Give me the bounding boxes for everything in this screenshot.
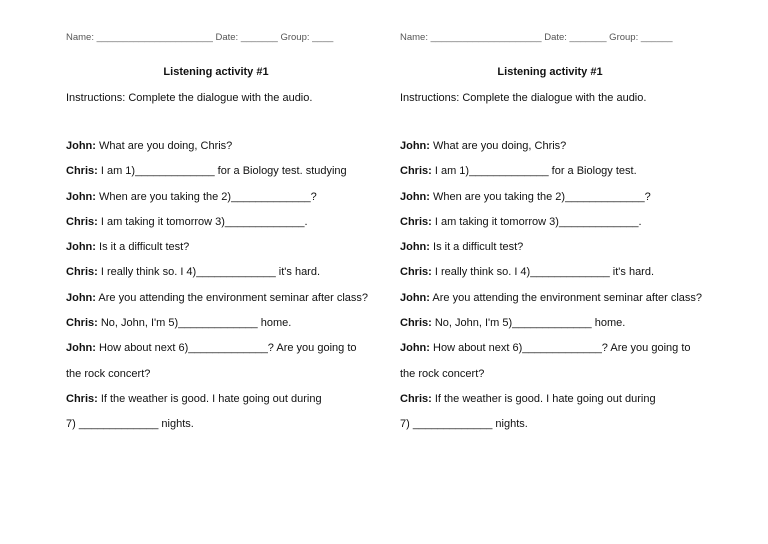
dialogue-line — [66, 191, 368, 216]
speaker: Chris: — [400, 215, 432, 228]
dialogue-line — [400, 191, 702, 216]
line-text: I am 1)_____________ for a Biology test. — [431, 165, 637, 178]
line-text: I really think so. I 4)_____________ it's hard. — [431, 266, 655, 279]
line-text: How about next 6)_____________? Are you going to — [429, 342, 691, 355]
line-text: I am taking it tomorrow 3)_____________. — [97, 215, 308, 228]
name-date-group-header: Name: ______________________ Date: _______ Group: ____ — [66, 32, 334, 43]
speaker: John: — [66, 190, 96, 203]
line-text: Is it a difficult test? — [429, 241, 524, 254]
speaker: John: — [400, 241, 430, 254]
speaker: Chris: — [400, 165, 432, 178]
instructions: Instructions: Complete the dialogue with the audio. — [400, 92, 647, 104]
line-text: No, John, I'm 5)_____________ home. — [431, 317, 626, 330]
speaker: Chris: — [400, 392, 432, 405]
page-title: Listening activity #1 — [497, 66, 603, 78]
line-text: Is it a difficult test? — [95, 241, 190, 254]
speaker: Chris: — [66, 266, 98, 279]
speaker: John: — [66, 342, 96, 355]
speaker: John: — [66, 291, 96, 304]
dialogue — [66, 140, 368, 444]
dialogue-line — [400, 368, 702, 393]
dialogue-line — [400, 393, 702, 418]
line-text: How about next 6)_____________? Are you going to — [95, 342, 357, 355]
speaker: Chris: — [400, 317, 432, 330]
dialogue-line — [400, 216, 702, 241]
speaker: John: — [400, 342, 430, 355]
dialogue-line — [400, 165, 702, 190]
dialogue-line — [66, 292, 368, 317]
dialogue-line — [400, 292, 702, 317]
name-date-group-header: Name: _____________________ Date: _______ Group: ______ — [400, 32, 673, 43]
speaker: Chris: — [66, 215, 98, 228]
dialogue-line — [66, 266, 368, 291]
dialogue-line — [400, 241, 702, 266]
line-text: When are you taking the 2)_____________? — [429, 190, 651, 203]
line-text: I am taking it tomorrow 3)_____________. — [431, 215, 642, 228]
line-text: Are you attending the environment seminar after class? — [95, 291, 369, 304]
line-text: 7) _____________ nights. — [66, 418, 194, 431]
dialogue-line — [400, 140, 702, 165]
line-text: No, John, I'm 5)_____________ home. — [97, 317, 292, 330]
line-text: the rock concert? — [400, 367, 485, 380]
line-text: 7) _____________ nights. — [400, 418, 528, 431]
line-text: Are you attending the environment seminar after class? — [429, 291, 703, 304]
dialogue-line — [66, 418, 368, 443]
dialogue-line — [66, 368, 368, 393]
speaker: Chris: — [400, 266, 432, 279]
speaker: John: — [400, 291, 430, 304]
dialogue-line — [400, 266, 702, 291]
speaker: Chris: — [66, 165, 98, 178]
line-text: What are you doing, Chris? — [429, 140, 567, 152]
dialogue-line — [400, 342, 702, 367]
instructions: Instructions: Complete the dialogue with the audio. — [66, 92, 313, 104]
dialogue-line — [66, 165, 368, 190]
dialogue-line — [66, 140, 368, 165]
speaker: John: — [400, 140, 430, 152]
dialogue-line — [66, 241, 368, 266]
speaker: John: — [66, 241, 96, 254]
dialogue-line — [66, 317, 368, 342]
dialogue-line — [400, 317, 702, 342]
dialogue — [400, 140, 702, 444]
line-text: What are you doing, Chris? — [95, 140, 233, 152]
dialogue-line — [400, 418, 702, 443]
dialogue-line — [66, 393, 368, 418]
page-title: Listening activity #1 — [163, 66, 269, 78]
line-text: If the weather is good. I hate going out during — [97, 392, 322, 405]
speaker: Chris: — [66, 392, 98, 405]
line-text: I really think so. I 4)_____________ it's hard. — [97, 266, 321, 279]
line-text: If the weather is good. I hate going out during — [431, 392, 656, 405]
dialogue-line — [66, 216, 368, 241]
speaker: John: — [400, 190, 430, 203]
speaker: Chris: — [66, 317, 98, 330]
dialogue-line — [66, 342, 368, 367]
line-text: I am 1)_____________ for a Biology test. studying — [97, 165, 347, 178]
speaker: John: — [66, 140, 96, 152]
line-text: the rock concert? — [66, 367, 151, 380]
line-text: When are you taking the 2)_____________? — [95, 190, 317, 203]
